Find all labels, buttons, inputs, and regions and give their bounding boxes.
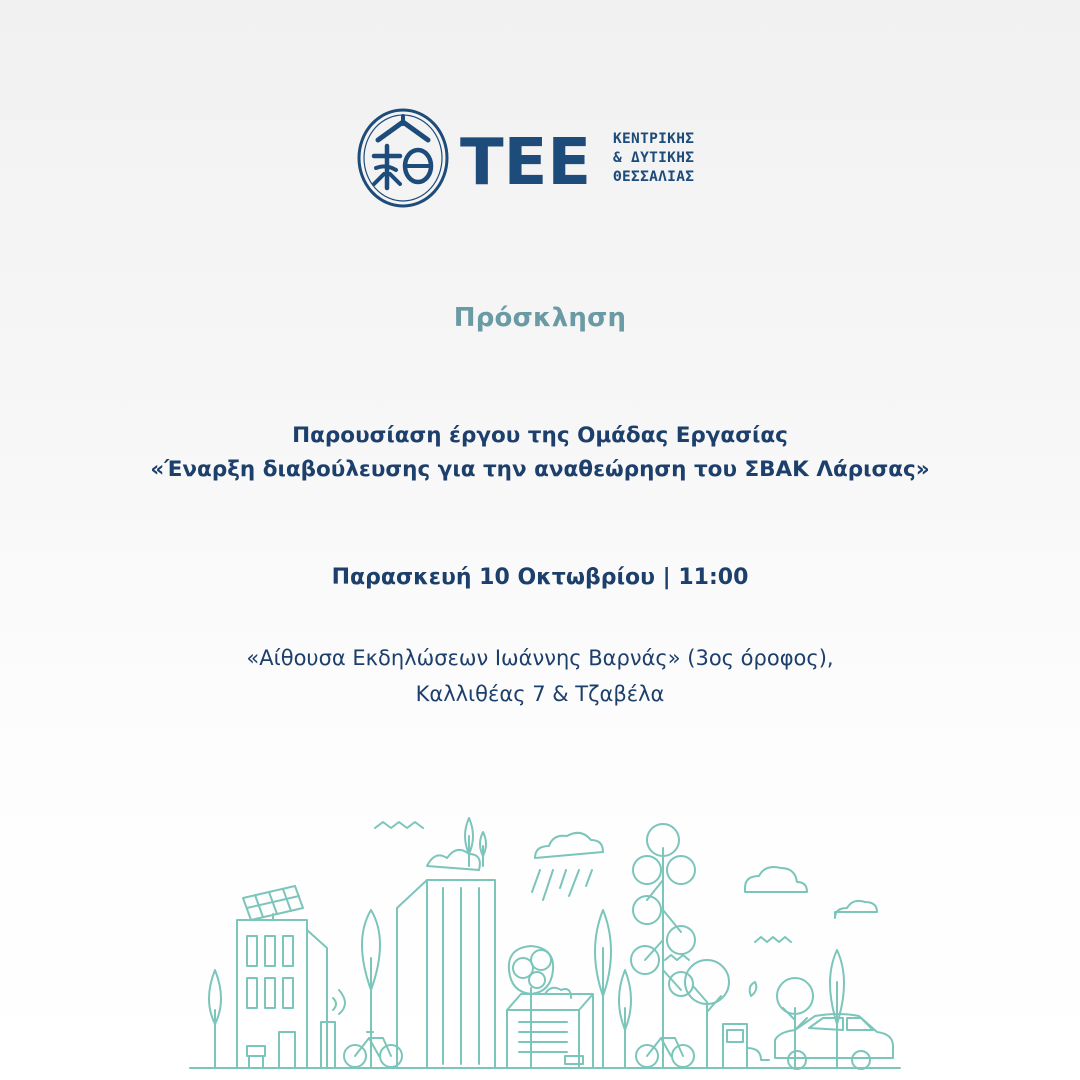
event-title	[0, 419, 1080, 487]
wind-waves-icon	[375, 822, 423, 828]
event-venue	[0, 640, 1080, 712]
logo-wordmark-box	[460, 128, 610, 192]
logo-subtitle-line-1: ΚΕΝΤΡΙΚΗΣ	[613, 131, 695, 147]
tee-seal-icon	[356, 106, 450, 210]
green-city-illustration	[185, 810, 905, 1072]
event-venue-line-2: Καλλιθέας 7 & Τζαβέλα	[415, 682, 665, 706]
cloud-icon	[745, 867, 807, 892]
tee-logo	[356, 106, 716, 210]
rooftop-bush-icon	[427, 850, 480, 870]
invitation-heading: Πρόσκληση	[453, 303, 627, 333]
event-venue-line-1: «Αίθουσα Εκδηλώσεων Ιωάννης Βαρνάς» (3ος όροφος),	[246, 646, 834, 670]
logo-subtitle-line-3: ΘΕΣΣΑΛΙΑΣ	[613, 169, 695, 185]
leaf-icon	[750, 982, 757, 996]
logo-wordmark: ΤΕΕ	[460, 128, 592, 192]
event-title-line-2: «Έναρξη διαβούλευσης για την αναθεώρηση του ΣΒΑΚ Λάρισας»	[150, 457, 930, 482]
event-title-line-1: Παρουσίαση έργου της Ομάδας Εργασίας	[292, 423, 788, 448]
rain-cloud-icon	[535, 833, 603, 858]
logo-subtitle	[613, 130, 723, 187]
event-datetime: Παρασκευή 10 Οκτωβρίου | 11:00	[331, 565, 749, 590]
logo-subtitle-line-2: & ΔΥΤΙΚΗΣ	[613, 150, 695, 166]
cloud-small-icon	[835, 901, 877, 918]
logo-wordmark-shape	[460, 128, 610, 192]
